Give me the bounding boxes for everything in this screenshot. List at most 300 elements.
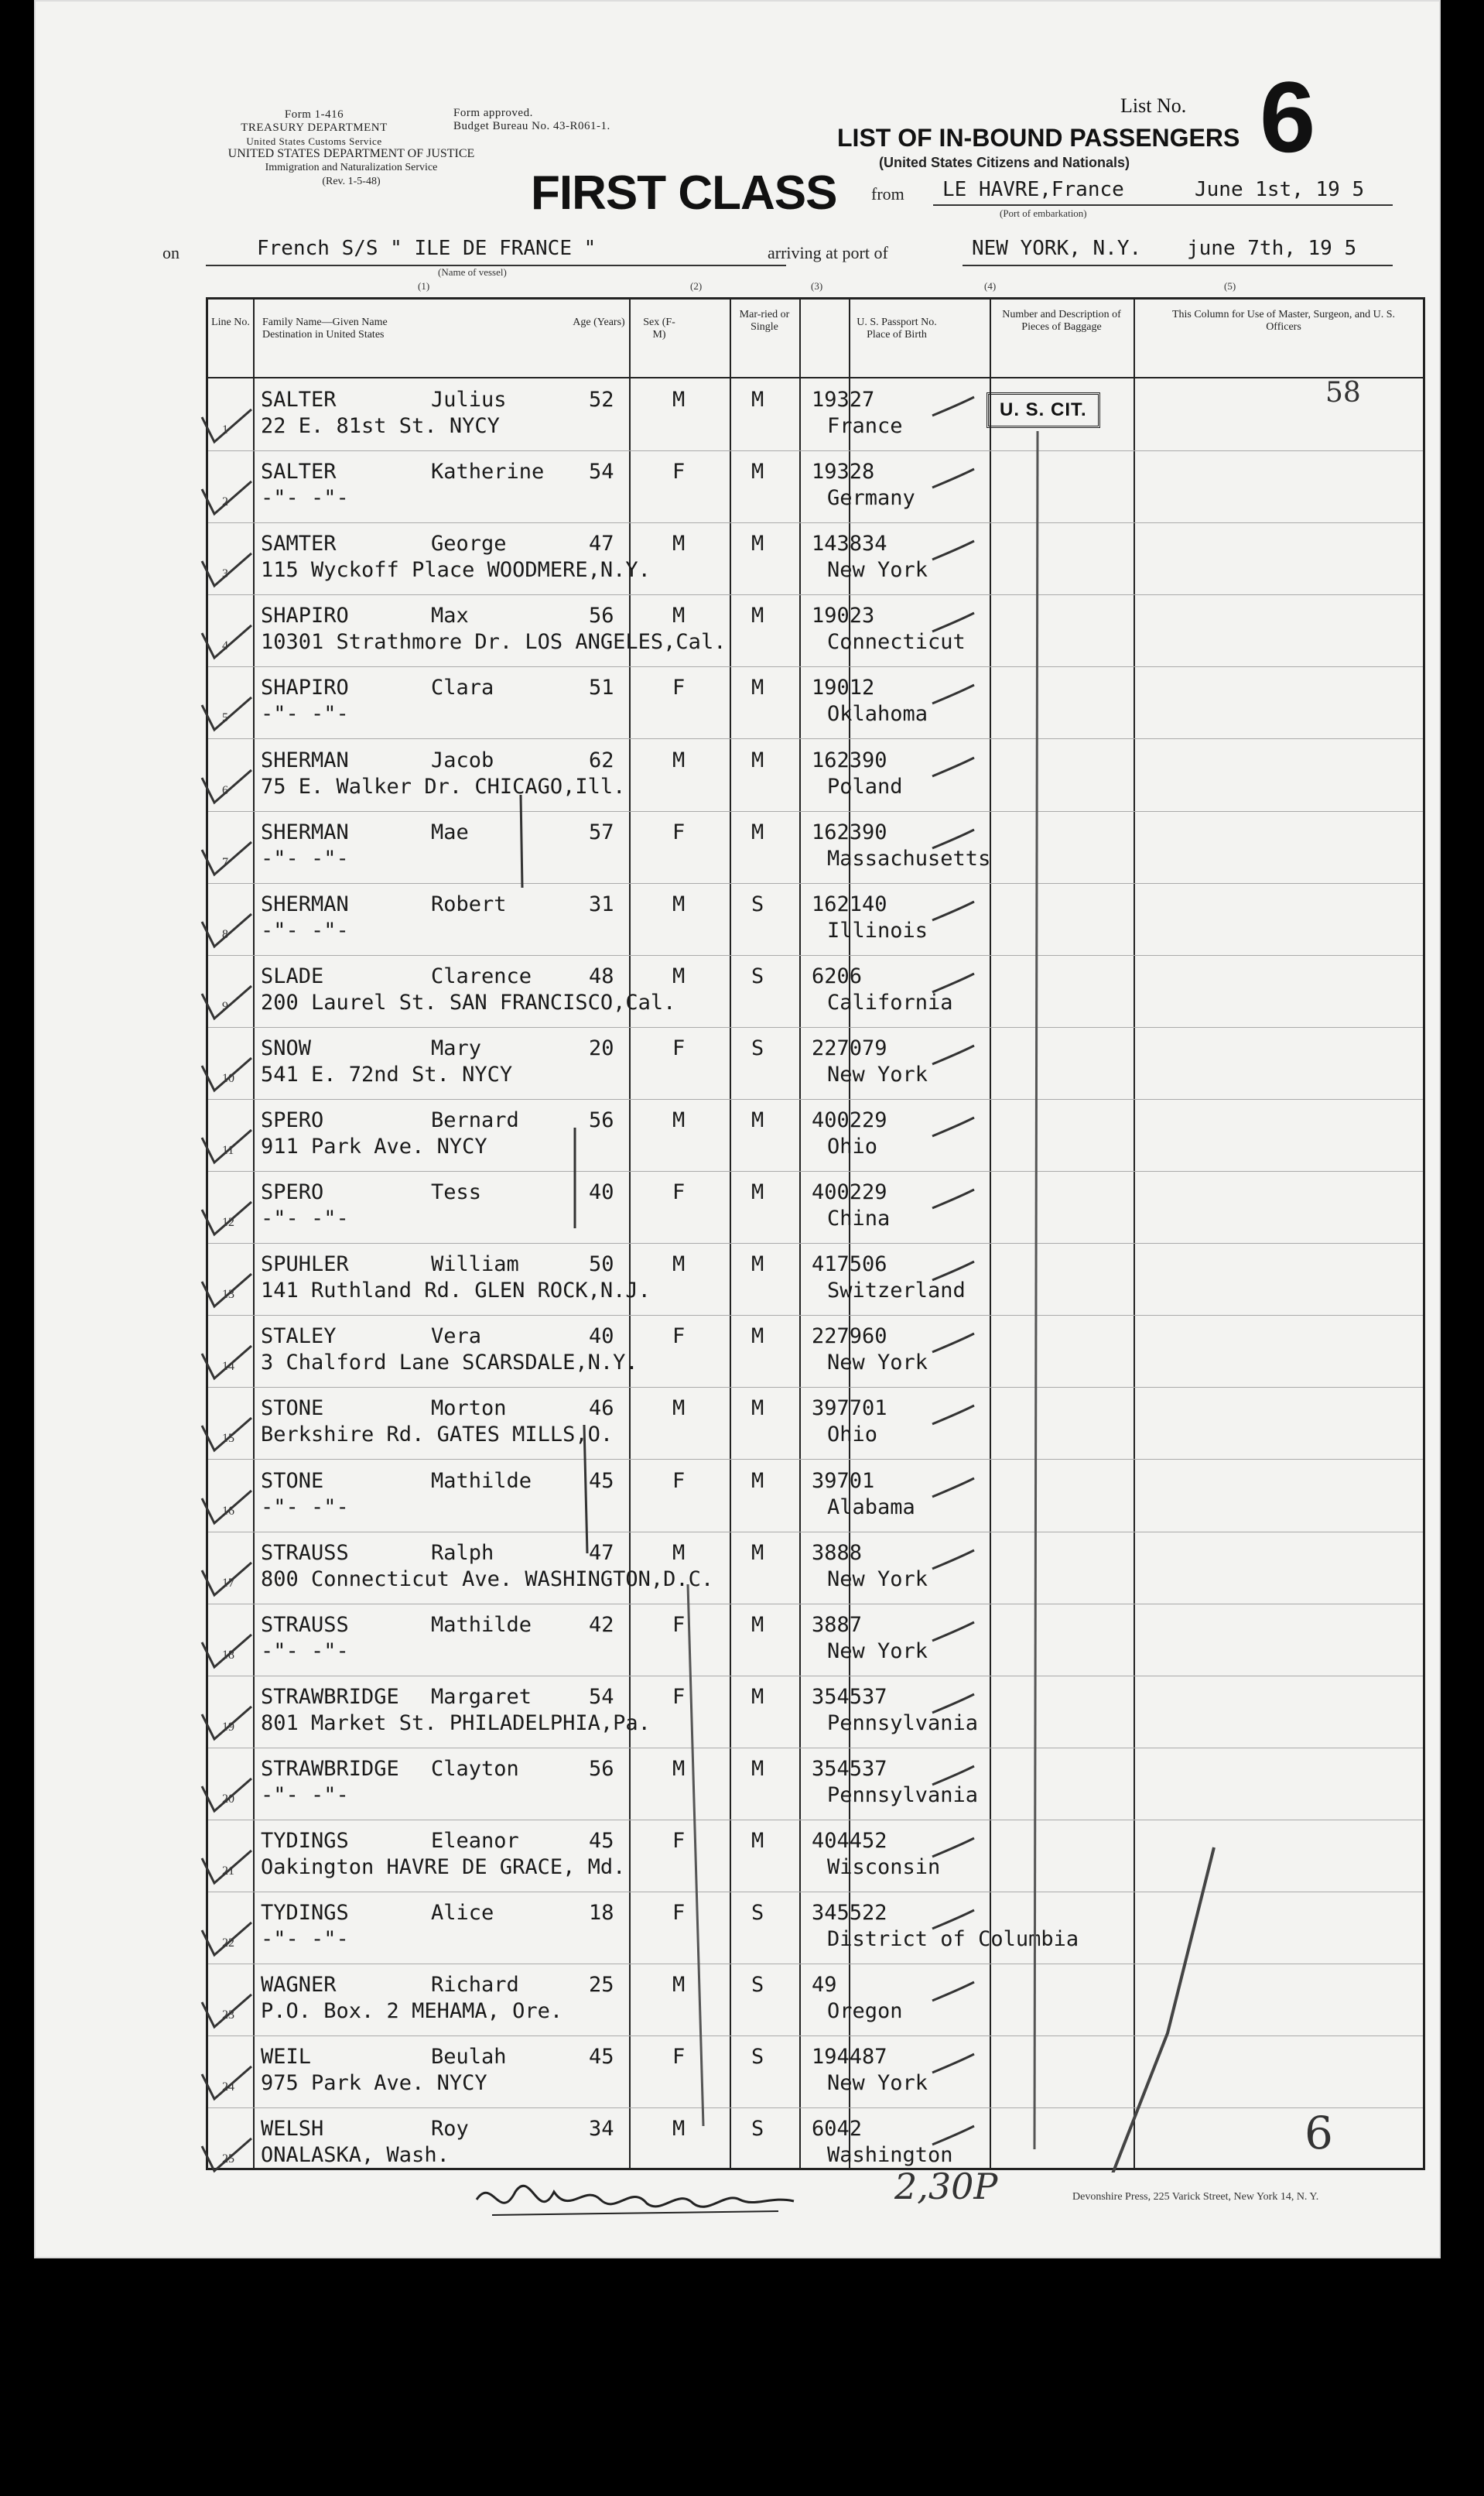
family-name: SPERO <box>261 1180 324 1205</box>
marital-status: M <box>751 1252 764 1277</box>
passport-no: 3887 <box>812 1612 863 1637</box>
checkmark-icon <box>197 1843 259 1889</box>
table-row <box>208 883 1423 956</box>
place-of-birth: Pennsylvania <box>827 1782 979 1807</box>
checkmark-icon <box>197 474 259 520</box>
table-row <box>208 955 1423 1028</box>
checkmark-icon <box>197 546 259 592</box>
row-number: 22 <box>222 1936 234 1950</box>
tick-mark-icon <box>928 1466 982 1512</box>
sex: M <box>672 604 686 628</box>
age: 47 <box>589 1540 614 1565</box>
checkmark-icon <box>197 1410 259 1457</box>
given-name: Mathilde <box>431 1468 532 1493</box>
table-row <box>208 1820 1423 1892</box>
destination: -"- -"- <box>261 1782 349 1807</box>
given-name: William <box>431 1252 519 1277</box>
destination: 541 E. 72nd St. NYCY <box>261 1062 513 1087</box>
justice-dept: UNITED STATES DEPARTMENT OF JUSTICE <box>227 147 475 160</box>
tick-mark-icon <box>928 1321 982 1368</box>
list-subtitle: (United States Citizens and Nationals) <box>879 155 1130 170</box>
row-number: 25 <box>222 2152 234 2166</box>
row-number: 24 <box>222 2080 234 2094</box>
checkmark-icon <box>197 1987 259 2033</box>
destination: 975 Park Ave. NYCY <box>261 2071 487 2096</box>
destination: 22 E. 81st St. NYCY <box>261 414 500 438</box>
age: 18 <box>589 1901 614 1926</box>
sex: M <box>672 964 686 988</box>
destination: 75 E. Walker Dr. CHICAGO,Ill. <box>261 774 626 799</box>
destination: -"- -"- <box>261 486 349 511</box>
th-baggage: Number and Description of Pieces of Baggage <box>1002 309 1121 333</box>
passenger-table <box>206 297 1425 2170</box>
place-of-birth: New York <box>827 558 928 583</box>
family-name: SHAPIRO <box>261 604 349 628</box>
sex: M <box>672 1108 686 1132</box>
marital-status: S <box>751 2117 764 2142</box>
given-name: Eleanor <box>431 1829 519 1853</box>
age: 46 <box>589 1396 614 1421</box>
sex: F <box>672 676 686 700</box>
row-number: 11 <box>222 1144 234 1157</box>
row-number: 19 <box>222 1720 234 1734</box>
form-number: Form 1-416 <box>284 108 344 121</box>
sex: F <box>672 1684 686 1709</box>
age: 52 <box>589 388 614 412</box>
signature-icon <box>469 2169 809 2231</box>
budget-bureau-text: Budget Bureau No. 43-R061-1. <box>453 120 610 132</box>
family-name: SHAPIRO <box>261 676 349 700</box>
checkmark-icon <box>197 1050 259 1097</box>
table-row <box>208 1171 1423 1244</box>
family-name: STRAUSS <box>261 1540 349 1565</box>
destination: -"- -"- <box>261 846 349 871</box>
checkmark-icon <box>197 618 259 664</box>
table-row <box>208 1748 1423 1820</box>
tick-mark-icon <box>928 1898 982 1944</box>
given-name: Margaret <box>431 1684 532 1709</box>
destination: Oakington HAVRE DE GRACE, Md. <box>261 1855 626 1879</box>
tick-mark-icon <box>928 601 982 647</box>
age: 42 <box>589 1612 614 1637</box>
form-approved-text: Form approved. <box>453 107 533 119</box>
sex: F <box>672 460 686 484</box>
age: 54 <box>589 460 614 484</box>
age: 45 <box>589 2045 614 2070</box>
marital-status: M <box>751 1324 764 1349</box>
sex: M <box>672 1973 686 1998</box>
passport-no: 162140 <box>812 892 887 916</box>
sex: F <box>672 1901 686 1926</box>
given-name: Morton <box>431 1396 507 1421</box>
table-row <box>208 522 1423 595</box>
place-of-birth: Ohio <box>827 1423 878 1447</box>
place-of-birth: District of Columbia <box>827 1927 1079 1952</box>
place-of-birth: New York <box>827 1062 928 1087</box>
passport-no: 162390 <box>812 748 887 772</box>
place-of-birth: Washington <box>827 2143 953 2168</box>
row-number: 3 <box>222 567 228 581</box>
given-name: Alice <box>431 1901 494 1926</box>
destination: -"- -"- <box>261 1927 349 1952</box>
place-of-birth: California <box>827 990 953 1015</box>
family-name: STRAWBRIDGE <box>261 1756 399 1781</box>
table-row <box>208 378 1423 451</box>
destination: 200 Laurel St. SAN FRANCISCO,Cal. <box>261 990 676 1015</box>
tick-mark-icon <box>928 1754 982 1800</box>
checkmark-icon <box>197 2131 259 2177</box>
tick-mark-icon <box>928 817 982 864</box>
sex: F <box>672 1180 686 1205</box>
arriving-label: arriving at port of <box>768 243 888 262</box>
place-of-birth: Germany <box>827 486 915 511</box>
age: 31 <box>589 892 614 916</box>
passport-no: 3888 <box>812 1540 863 1565</box>
age: 48 <box>589 964 614 988</box>
given-name: Jacob <box>431 748 494 772</box>
checkmark-icon <box>197 1699 259 1745</box>
marital-status: M <box>751 748 764 772</box>
family-name: STONE <box>261 1396 324 1421</box>
page-count-note: 6 <box>1304 2107 1333 2159</box>
arrival-underline <box>963 265 1393 266</box>
passport-no: 19023 <box>812 604 875 628</box>
us-cit-stamp: U. S. CIT. <box>986 392 1100 428</box>
tick-mark-icon <box>928 1033 982 1080</box>
row-number: 15 <box>222 1432 234 1446</box>
marital-status: M <box>751 1829 764 1853</box>
checkmark-icon <box>197 1338 259 1385</box>
family-name: SPERO <box>261 1108 324 1132</box>
given-name: Max <box>431 604 469 628</box>
passport-no: 354537 <box>812 1684 887 1709</box>
given-name: Julius <box>431 388 507 412</box>
passport-no: 162390 <box>812 820 887 844</box>
age: 62 <box>589 748 614 772</box>
passport-no: 417506 <box>812 1252 887 1277</box>
class-stamp: FIRST CLASS <box>531 166 837 220</box>
row-number: 5 <box>222 711 228 725</box>
passport-no: 39701 <box>812 1468 875 1493</box>
given-name: Tess <box>431 1180 482 1205</box>
given-name: Roy <box>431 2117 469 2142</box>
table-row <box>208 1027 1423 1100</box>
row-number: 8 <box>222 927 228 941</box>
given-name: Mary <box>431 1036 482 1060</box>
family-name: SPUHLER <box>261 1252 349 1277</box>
checkmark-icon <box>197 402 259 448</box>
age: 45 <box>589 1468 614 1493</box>
family-name: SAMTER <box>261 532 337 556</box>
destination: 10301 Strathmore Dr. LOS ANGELES,Cal. <box>261 630 727 655</box>
given-name: Clayton <box>431 1756 519 1781</box>
place-of-birth: Oklahoma <box>827 702 928 727</box>
marital-status: M <box>751 1396 764 1421</box>
place-of-birth: Switzerland <box>827 1279 966 1303</box>
table-row <box>208 1964 1423 2036</box>
th-name: Family Name—Given Name Destination in United States <box>262 317 388 341</box>
col-index-2: (2) <box>690 280 703 292</box>
arrival-port: NEW YORK, N.Y. <box>972 237 1142 260</box>
tick-mark-icon <box>928 1826 982 1872</box>
family-name: WAGNER <box>261 1973 337 1998</box>
checkmark-icon <box>197 1194 259 1241</box>
table-row <box>208 2035 1423 2108</box>
given-name: Robert <box>431 892 507 916</box>
sex: M <box>672 2117 686 2142</box>
tick-mark-icon <box>928 385 982 431</box>
given-name: Richard <box>431 1973 519 1998</box>
vessel-name: French S/S " ILE DE FRANCE " <box>257 237 597 260</box>
list-no-label: List No. <box>1120 94 1187 117</box>
marital-status: S <box>751 1973 764 1998</box>
row-number: 14 <box>222 1360 234 1374</box>
given-name: Beulah <box>431 2045 507 2070</box>
age: 56 <box>589 1108 614 1132</box>
marital-status: M <box>751 1180 764 1205</box>
tick-mark-icon <box>928 1538 982 1584</box>
age: 50 <box>589 1252 614 1277</box>
age: 25 <box>589 1973 614 1998</box>
row-number: 13 <box>222 1288 234 1302</box>
from-underline <box>933 204 1393 206</box>
arrival-date: june 7th, 19 5 <box>1187 237 1357 260</box>
tick-mark-icon <box>928 2114 982 2160</box>
col-index-1: (1) <box>418 280 430 292</box>
place-of-birth: Oregon <box>827 1999 903 2024</box>
row-number: 16 <box>222 1504 234 1518</box>
passport-no: 404452 <box>812 1829 887 1853</box>
marital-status: M <box>751 1540 764 1565</box>
treasury-dept: TREASURY DEPARTMENT <box>241 122 388 134</box>
list-title: LIST OF IN-BOUND PASSENGERS <box>837 124 1240 152</box>
tick-mark-icon <box>928 961 982 1008</box>
given-name: Katherine <box>431 460 545 484</box>
sex: F <box>672 820 686 844</box>
passport-no: 400229 <box>812 1180 887 1205</box>
port-caption: (Port of embarkation) <box>1000 207 1087 219</box>
place-of-birth: France <box>827 414 903 438</box>
marital-status: M <box>751 1108 764 1132</box>
th-married: Mar-ried or Single <box>739 309 790 333</box>
th-sex: Sex (F-M) <box>643 317 675 341</box>
family-name: TYDINGS <box>261 1829 349 1853</box>
age: 57 <box>589 820 614 844</box>
checkmark-icon <box>197 1122 259 1169</box>
table-row <box>208 1604 1423 1676</box>
checkmark-icon <box>197 834 259 881</box>
row-number: 12 <box>222 1216 234 1230</box>
marital-status: S <box>751 1036 764 1060</box>
marital-status: M <box>751 1756 764 1781</box>
place-of-birth: New York <box>827 1351 928 1375</box>
destination: -"- -"- <box>261 1495 349 1519</box>
sex: M <box>672 892 686 916</box>
destination: 801 Market St. PHILADELPHIA,Pa. <box>261 1710 651 1735</box>
checkmark-icon <box>197 690 259 736</box>
passport-no: 227960 <box>812 1324 887 1349</box>
customs-service: United States Customs Service <box>246 135 382 147</box>
given-name: Vera <box>431 1324 482 1349</box>
tick-mark-icon <box>928 673 982 719</box>
age: 56 <box>589 1756 614 1781</box>
form-approval <box>453 107 670 133</box>
th-age: Age (Years) <box>573 317 625 328</box>
family-name: STRAUSS <box>261 1612 349 1637</box>
place-of-birth: China <box>827 1207 891 1231</box>
place-of-birth: Alabama <box>827 1495 915 1519</box>
checkmark-icon <box>197 2059 259 2105</box>
list-number: 6 <box>1260 60 1316 173</box>
sex: F <box>672 2045 686 2070</box>
age: 54 <box>589 1684 614 1709</box>
destination: 141 Ruthland Rd. GLEN ROCK,N.J. <box>261 1279 651 1303</box>
family-name: WEIL <box>261 2045 312 2070</box>
passport-no: 397701 <box>812 1396 887 1421</box>
row-number: 18 <box>222 1648 234 1662</box>
given-name: Clarence <box>431 964 532 988</box>
table-row <box>208 1099 1423 1172</box>
age: 45 <box>589 1829 614 1853</box>
sex: M <box>672 388 686 412</box>
sex: M <box>672 1540 686 1565</box>
table-row <box>208 739 1423 812</box>
given-name: Bernard <box>431 1108 519 1132</box>
passport-no: 194487 <box>812 2045 887 2070</box>
family-name: STRAWBRIDGE <box>261 1684 399 1709</box>
age: 20 <box>589 1036 614 1060</box>
sex: F <box>672 1036 686 1060</box>
sex: M <box>672 532 686 556</box>
tick-mark-icon <box>928 529 982 575</box>
form-rev: (Rev. 1-5-48) <box>322 176 381 187</box>
marital-status: M <box>751 460 764 484</box>
table-row <box>208 1532 1423 1604</box>
destination: -"- -"- <box>261 1207 349 1231</box>
sex: F <box>672 1468 686 1493</box>
embarkation-port: LE HAVRE,France <box>942 178 1124 201</box>
marital-status: M <box>751 676 764 700</box>
place-of-birth: New York <box>827 2071 928 2096</box>
tick-mark-icon <box>928 457 982 503</box>
checkmark-icon <box>197 1915 259 1961</box>
marital-status: M <box>751 604 764 628</box>
row-number: 17 <box>222 1576 234 1590</box>
col-index-4: (4) <box>984 280 997 292</box>
checkmark-icon <box>197 1555 259 1601</box>
marital-status: M <box>751 1612 764 1637</box>
row-number: 23 <box>222 2008 234 2022</box>
marital-status: M <box>751 820 764 844</box>
place-of-birth: Wisconsin <box>827 1855 941 1879</box>
destination: 115 Wyckoff Place WOODMERE,N.Y. <box>261 558 651 583</box>
marital-status: S <box>751 1901 764 1926</box>
table-row <box>208 1315 1423 1388</box>
checkmark-icon <box>197 978 259 1025</box>
tick-mark-icon <box>928 889 982 936</box>
officer-note: 58 <box>1325 377 1361 409</box>
given-name: Mathilde <box>431 1612 532 1637</box>
row-number: 4 <box>222 639 228 653</box>
checkmark-icon <box>197 1483 259 1529</box>
row-number: 1 <box>222 423 228 437</box>
family-name: WELSH <box>261 2117 324 2142</box>
checkmark-icon <box>197 1266 259 1313</box>
sex: F <box>672 1324 686 1349</box>
tick-mark-icon <box>928 1249 982 1296</box>
marital-status: M <box>751 1684 764 1709</box>
destination: 911 Park Ave. NYCY <box>261 1135 487 1159</box>
destination: 800 Connecticut Ave. WASHINGTON,D.C. <box>261 1566 714 1591</box>
table-row <box>208 1243 1423 1316</box>
passport-no: 6206 <box>812 964 863 988</box>
row-number: 10 <box>222 1071 234 1085</box>
tick-mark-icon <box>928 1970 982 2016</box>
table-row <box>208 666 1423 739</box>
destination: P.O. Box. 2 MEHAMA, Ore. <box>261 1999 563 2024</box>
given-name: Clara <box>431 676 494 700</box>
table-row <box>208 594 1423 667</box>
tick-mark-icon <box>928 1393 982 1440</box>
manifest-page <box>34 0 1441 2258</box>
table-row <box>208 1460 1423 1532</box>
passport-no: 143834 <box>812 532 887 556</box>
family-name: STONE <box>261 1468 324 1493</box>
marital-status: S <box>751 2045 764 2070</box>
sex: M <box>672 1756 686 1781</box>
tick-mark-icon <box>928 745 982 792</box>
th-line-no: Line No. <box>211 317 250 328</box>
destination: -"- -"- <box>261 1638 349 1663</box>
row-number: 9 <box>222 999 228 1013</box>
signature-code: 2,30P <box>894 2166 998 2207</box>
family-name: SHERMAN <box>261 748 349 772</box>
age: 56 <box>589 604 614 628</box>
given-name: Mae <box>431 820 469 844</box>
ins-service: Immigration and Naturalization Service <box>265 162 438 173</box>
family-name: TYDINGS <box>261 1901 349 1926</box>
passport-no: 400229 <box>812 1108 887 1132</box>
destination: 3 Chalford Lane SCARSDALE,N.Y. <box>261 1351 638 1375</box>
tick-mark-icon <box>928 2042 982 2088</box>
th-passport: U. S. Passport No. Place of Birth <box>857 317 937 341</box>
row-number: 21 <box>222 1864 234 1878</box>
table-row <box>208 811 1423 884</box>
sex: M <box>672 1396 686 1421</box>
tick-mark-icon <box>928 1177 982 1224</box>
passport-no: 354537 <box>812 1756 887 1781</box>
printer-credit: Devonshire Press, 225 Varick Street, New York 14, N. Y. <box>1072 2191 1319 2203</box>
destination: Berkshire Rd. GATES MILLS,O. <box>261 1423 614 1447</box>
from-label: from <box>871 184 904 204</box>
row-number: 7 <box>222 855 228 869</box>
destination: -"- -"- <box>261 702 349 727</box>
checkmark-icon <box>197 906 259 953</box>
place-of-birth: Massachusetts <box>827 846 991 871</box>
marital-status: M <box>751 532 764 556</box>
passport-no: 19012 <box>812 676 875 700</box>
embarkation-date: June 1st, 19 5 <box>1195 178 1365 201</box>
family-name: STALEY <box>261 1324 337 1349</box>
marital-status: S <box>751 964 764 988</box>
table-row <box>208 450 1423 523</box>
row-number: 20 <box>222 1792 234 1806</box>
col-index-3: (3) <box>811 280 823 292</box>
place-of-birth: Ohio <box>827 1135 878 1159</box>
passport-no: 6042 <box>812 2117 863 2142</box>
col-index-5: (5) <box>1224 280 1236 292</box>
family-name: SHERMAN <box>261 892 349 916</box>
